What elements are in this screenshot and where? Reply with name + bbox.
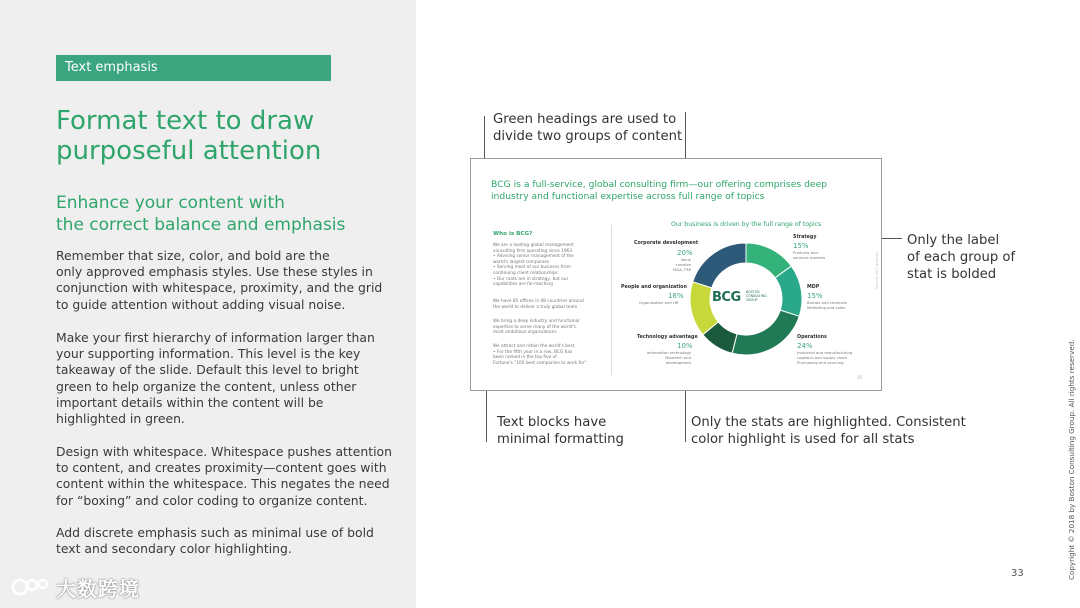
sublabel-line: Industrial and manufacturing [797, 350, 853, 355]
body-paragraph [56, 444, 401, 509]
segment-pct: 10% [677, 342, 693, 350]
segment-sublabel [639, 301, 699, 306]
segment-pct: 24% [797, 342, 813, 350]
segment-sublabel [639, 351, 691, 365]
text-line: consulting firm operating since 1963 [493, 248, 573, 254]
sublabel-line: Brands and channels [807, 300, 847, 305]
segment-sublabel [807, 301, 867, 311]
text-line: We have 85 offices in 48 countries around [493, 299, 584, 304]
callout-line: divide two groups of content [493, 129, 683, 144]
text-line: • For the fifth year in a row, BCG has [493, 349, 573, 355]
text-line: world's largest companies [493, 259, 550, 265]
title-line: Format text to draw [56, 106, 315, 136]
donut-slice-corporate-development [693, 243, 746, 288]
segment-label-technology-advantage: Technology advantage [637, 335, 698, 340]
text-line: your supporting information. This level is the key [56, 346, 361, 362]
callout-line: Only the stats are highlighted. Consistent [691, 415, 966, 430]
page-number: 33 [1011, 568, 1024, 579]
subtitle-line: the correct balance and emphasis [56, 215, 346, 235]
sublabel-line: Purchasing and sourcing [797, 359, 844, 365]
watermark [10, 574, 140, 600]
text-line: Design with whitespace. Whitespace pushes attention [56, 444, 392, 459]
logo-line: BOSTON [746, 290, 760, 294]
callout-line: color highlight is used for all stats [691, 432, 915, 447]
sublabel-line: services markets [793, 254, 826, 260]
body-paragraph [56, 248, 401, 313]
sublabel-line: Logistics and supply chain [797, 354, 847, 360]
page-title [56, 106, 396, 166]
text-line: highlighted in green. [56, 411, 185, 427]
sublabel-line: Organization and HR [639, 300, 679, 305]
text-line: Add discrete emphasis such as minimal use of bold [56, 525, 374, 540]
segment-pct: 15% [807, 292, 823, 300]
text-line: takeaway of the slide. Default this level to bright [56, 362, 359, 378]
logo-line: CONSULTING [746, 294, 767, 298]
thumbnail-headline [491, 179, 851, 203]
left-panel [0, 0, 416, 608]
title-line: purposeful attention [56, 136, 322, 166]
text-line: Fortune's "100 best companies to work for" [493, 360, 587, 366]
text-line: expertise to serve many of the world's [493, 324, 576, 330]
segment-label-people-organization: People and organization [621, 285, 687, 290]
sublabel-line: Marketing and sales [807, 304, 846, 310]
callout-label-bolded [907, 232, 1015, 283]
text-line: Make your first hierarchy of information larger than [56, 330, 375, 345]
thumbnail-page-number: 35 [857, 375, 863, 380]
subtitle-line: Enhance your content with [56, 193, 285, 213]
thumbnail-subheading: Our business is driven by the full range of topics [671, 221, 822, 228]
thumbnail-side-note: Source: BCG analysis [875, 251, 879, 289]
segment-sublabel [793, 251, 853, 261]
segment-pct: 15% [793, 242, 809, 250]
headline-line: industry and functional expertise across full range of topics [491, 191, 765, 202]
segment-pct: 16% [668, 292, 684, 300]
thumbnail-text-block [493, 344, 613, 366]
thumbnail-text-block [493, 299, 613, 310]
text-line: for “boxing” and color coding to organize content. [56, 492, 368, 508]
body-paragraph [56, 525, 401, 557]
callout-text-blocks [497, 414, 624, 448]
slide-thumbnail [470, 158, 882, 391]
text-line: • Our roots are in strategy, but our [493, 276, 569, 282]
copyright-text: Copyright © 2018 by Boston Consulting Group. All rights reserved. [1067, 339, 1076, 580]
text-line: content within the whitespace. This negates the need [56, 476, 390, 492]
text-line: • Advising senior management of the [493, 254, 574, 260]
text-line: to content, and creates proximity—content goes with [56, 460, 387, 476]
logo-line: GROUP [746, 298, 758, 302]
sublabel-line: Products and [793, 250, 818, 255]
headline-line: BCG is a full-service, global consulting firm—our offering comprises deep [491, 179, 828, 190]
segment-sublabel [797, 351, 857, 365]
section-tag: Text emphasis [56, 55, 331, 81]
segment-sublabel [665, 258, 691, 272]
text-line: important details within the content will be [56, 394, 324, 410]
text-line: • Serving most of our business from [493, 265, 571, 271]
thumbnail-divider [611, 225, 612, 375]
text-line: Remember that size, color, and bold are the [56, 248, 330, 263]
text-line: the world to deliver a truly global team [493, 304, 578, 310]
callout-line: of each group of [907, 250, 1016, 265]
sublabel-line: M&A, PMI [673, 266, 691, 272]
bcg-logo-subtext [746, 290, 767, 302]
callout-stats-highlighted [691, 414, 966, 448]
donut-slice-operations [732, 310, 799, 355]
segment-label-operations: Operations [797, 335, 827, 340]
sublabel-line: Research and development [665, 354, 691, 365]
watermark-text: 大数跨境 [56, 576, 140, 601]
callout-line: minimal formatting [497, 432, 624, 447]
text-line: continuing client relationships [493, 270, 558, 276]
text-line: to guide attention without adding visual noise. [56, 296, 346, 312]
segment-label-corporate-development: Corporate development [634, 241, 699, 246]
callout-green-headings [493, 111, 682, 145]
callout-line: Only the label [907, 233, 1000, 248]
segment-label-mdp: MDP [807, 285, 820, 290]
watermark-logo-icon [10, 576, 50, 598]
text-line: only approved emphasis styles. Use these styles in [56, 264, 373, 280]
thumbnail-text-block [493, 243, 613, 288]
callout-line: Text blocks have [497, 415, 607, 430]
segment-pct: 20% [677, 249, 693, 257]
thumbnail-who-heading: Who is BCG? [493, 231, 533, 237]
text-line: We are a leading global management [493, 243, 574, 248]
text-line: We bring a deep industry and functional [493, 319, 580, 324]
bcg-logo-text: BCG [712, 290, 741, 305]
segment-label-strategy: Strategy [793, 235, 817, 240]
text-line: conjunction with whitespace, proximity, and the grid [56, 280, 383, 296]
thumbnail-text-block [493, 319, 613, 336]
callout-line: stat is bolded [907, 267, 997, 282]
text-line: most ambitious organizations [493, 330, 557, 336]
callout-line: Green headings are used to [493, 112, 677, 127]
text-line: been ranked in the top five of [493, 355, 557, 361]
body-paragraph [56, 330, 401, 427]
sublabel-line: Value creation [675, 257, 691, 267]
sublabel-line: Information technology [646, 350, 691, 355]
text-line: text and secondary color highlighting. [56, 541, 292, 557]
text-line: We attract and retain the world's best [493, 344, 575, 349]
text-line: green to help organize the content, unless other [56, 378, 357, 394]
page-subtitle [56, 192, 396, 236]
text-line: capabilities are far-reaching [493, 282, 553, 288]
